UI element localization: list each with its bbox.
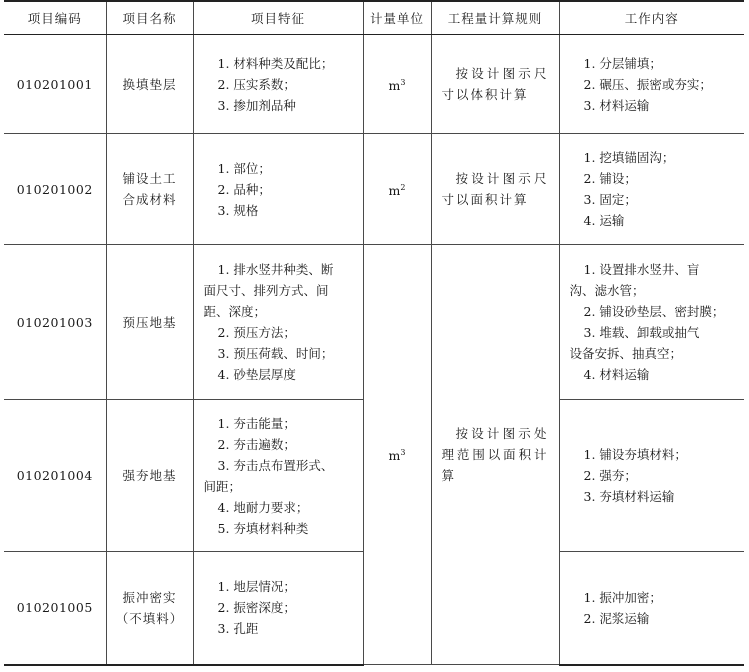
item-features: 1. 夯击能量； 2. 夯击遍数； 3. 夯击点布置形式、 间距； 4. 地耐力要求； 5. 夯填材料种类	[193, 400, 363, 552]
item-name: 强夯地基	[106, 400, 193, 552]
item-work: 1. 铺设夯填材料； 2. 强夯； 3. 夯填材料运输	[559, 400, 744, 552]
item-name: 预压地基	[106, 245, 193, 400]
header-row	[4, 1, 744, 35]
item-work: 1. 挖填锚固沟； 2. 铺设； 3. 固定； 4. 运输	[559, 134, 744, 245]
item-features: 1. 排水竖井种类、断 面尺寸、排列方式、间 距、深度； 2. 预压方法； 3. 预压荷载、时间； 4. 砂垫层厚度	[193, 245, 363, 400]
item-work: 1. 设置排水竖井、盲 沟、滤水管； 2. 铺设砂垫层、密封膜； 3. 堆载、卸载或抽气 设备安拆、抽真空； 4. 材料运输	[559, 245, 744, 400]
header-work: 工作内容	[559, 1, 744, 35]
item-work: 1. 振冲加密； 2. 泥浆运输	[559, 552, 744, 665]
table-row	[4, 35, 744, 134]
item-features: 1. 地层情况； 2. 振密深度； 3. 孔距	[193, 552, 363, 665]
merged-unit: $m^3$	[363, 245, 431, 665]
table-row	[4, 245, 744, 400]
header-features: 项目特征	[193, 1, 363, 35]
item-code: 010201001	[4, 35, 106, 134]
item-name: 换填垫层	[106, 35, 193, 134]
item-features: 1. 部位； 2. 品种； 3. 规格	[193, 134, 363, 245]
header-unit: 计量单位	[363, 1, 431, 35]
item-unit: $m^2$	[363, 134, 431, 245]
item-code: 010201004	[4, 400, 106, 552]
table-row	[4, 134, 744, 245]
item-work: 1. 分层铺填； 2. 碾压、振密或夯实； 3. 材料运输	[559, 35, 744, 134]
item-rule: 按设计图示尺寸以体积计算	[431, 35, 559, 134]
item-rule: 按设计图示尺寸以面积计算	[431, 134, 559, 245]
item-name: 铺设土工 合成材料	[106, 134, 193, 245]
header-name: 项目名称	[106, 1, 193, 35]
header-code: 项目编码	[4, 1, 106, 35]
item-code: 010201003	[4, 245, 106, 400]
merged-rule: 按设计图示处理范围以面积计算	[431, 245, 559, 665]
item-name: 振冲密实 （不填料）	[106, 552, 193, 665]
item-code: 010201002	[4, 134, 106, 245]
item-code: 010201005	[4, 552, 106, 665]
item-unit: $m^3$	[363, 35, 431, 134]
header-rule: 工程量计算规则	[431, 1, 559, 35]
bill-of-quantities-table	[4, 0, 744, 666]
item-features: 1. 材料种类及配比； 2. 压实系数； 3. 掺加剂品种	[193, 35, 363, 134]
